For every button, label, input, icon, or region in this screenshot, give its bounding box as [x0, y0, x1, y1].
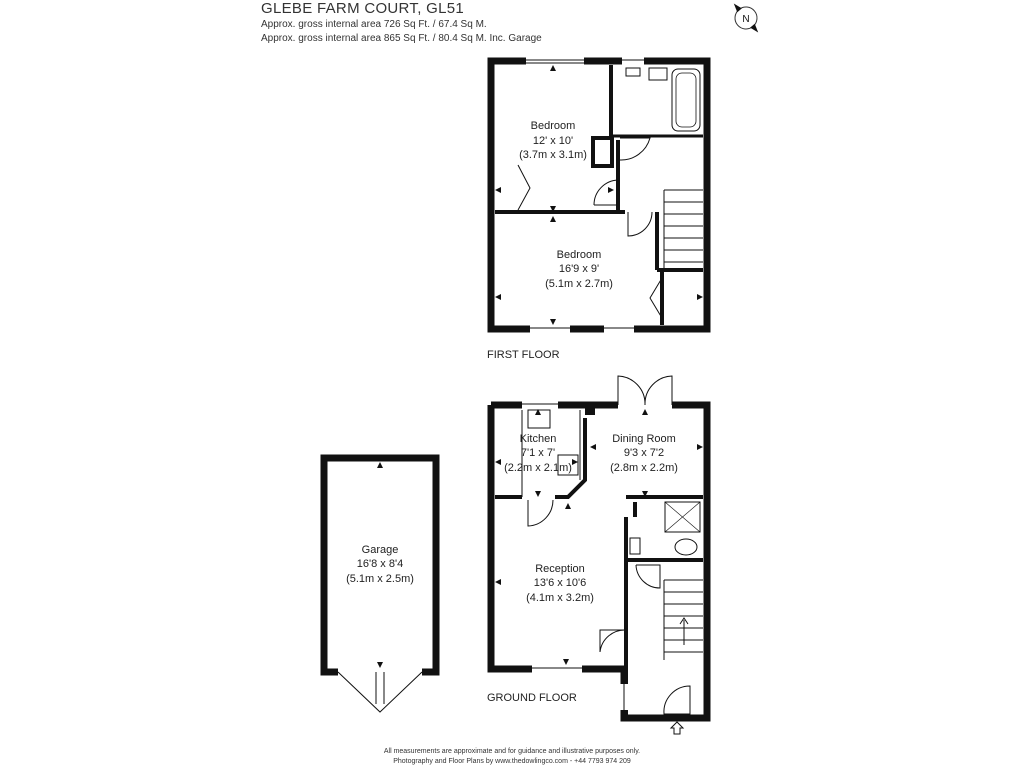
room-dims-metric-bedroom-2: (5.1m x 2.7m) [545, 278, 613, 290]
ground-floor-label: GROUND FLOOR [487, 692, 577, 704]
room-name-garage: Garage [361, 544, 399, 556]
ground-floor-plan [491, 376, 707, 734]
footer-disclaimer: All measurements are approximate and for guidance and illustrative purposes only. [383, 748, 641, 755]
room-name-bedroom-1: Bedroom [530, 120, 576, 132]
plan-title: GLEBE FARM COURT, GL51 [261, 0, 465, 17]
room-dims-imperial-dining-room: 9'3 x 7'2 [623, 447, 665, 459]
room-name-reception: Reception [535, 563, 585, 575]
room-dims-metric-dining-room: (2.8m x 2.2m) [610, 462, 678, 474]
room-name-bedroom-2: Bedroom [556, 249, 602, 261]
room-name-dining-room: Dining Room [612, 433, 676, 445]
area-line-2: Approx. gross internal area 865 Sq Ft. / 80.4 Sq M. Inc. Garage [261, 33, 542, 44]
room-dims-imperial-bedroom-2: 16'9 x 9' [558, 263, 600, 275]
room-dims-metric-reception: (4.1m x 3.2m) [526, 592, 594, 604]
room-dims-metric-kitchen: (2.2m x 2.1m) [504, 462, 572, 474]
first-floor-plan [491, 57, 707, 333]
room-dims-imperial-garage: 16'8 x 8'4 [356, 558, 404, 570]
garage-plan [324, 458, 436, 712]
room-dims-imperial-reception: 13'6 x 10'6 [533, 577, 587, 589]
footer-credit: Photography and Floor Plans by www.thedowlingco.com - +44 7793 974 209 [393, 758, 631, 765]
room-dims-imperial-kitchen: 7'1 x 7' [520, 447, 556, 459]
area-line-1: Approx. gross internal area 726 Sq Ft. / 67.4 Sq M. [261, 19, 487, 30]
room-name-kitchen: Kitchen [519, 433, 557, 445]
room-dims-metric-garage: (5.1m x 2.5m) [346, 573, 414, 585]
compass-label: N [742, 14, 750, 25]
room-dims-metric-bedroom-1: (3.7m x 3.1m) [519, 149, 587, 161]
first-floor-label: FIRST FLOOR [487, 349, 560, 361]
room-dims-imperial-bedroom-1: 12' x 10' [532, 135, 574, 147]
